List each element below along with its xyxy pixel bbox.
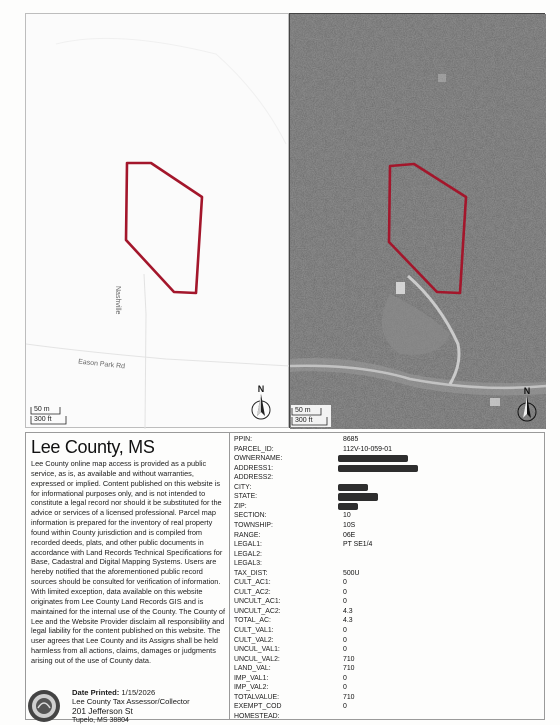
- attribute-value: 500U: [343, 569, 360, 577]
- attribute-value: 8685: [343, 436, 359, 443]
- attribute-row: [234, 473, 534, 482]
- office-city: Tupelo, MS 38804: [72, 717, 129, 724]
- date-printed: [72, 688, 155, 697]
- attribute-row: [234, 464, 534, 473]
- date-printed-label: Date Printed:: [72, 688, 120, 697]
- attribute-row: [234, 454, 534, 463]
- attribute-label: EXEMPT_COD: [234, 703, 282, 711]
- redaction-bar: [338, 493, 378, 501]
- attribute-row: [234, 664, 534, 673]
- scale-bar: [30, 404, 70, 426]
- attribute-row: [234, 607, 534, 616]
- attribute-value: 0: [343, 579, 347, 587]
- road-label-nashville: Nashville: [114, 286, 121, 315]
- attribute-value: 10: [343, 512, 351, 520]
- attribute-value: 4.3: [343, 617, 353, 625]
- attribute-label: UNCULT_AC2:: [234, 607, 281, 615]
- attribute-row: [234, 531, 534, 540]
- attribute-row: [234, 645, 534, 654]
- attribute-label: CULT_AC1:: [234, 579, 271, 587]
- parcel-outline: [126, 163, 202, 293]
- attribute-label: IMP_VAL2:: [234, 684, 269, 692]
- attribute-label: CULT_VAL1:: [234, 627, 274, 634]
- attribute-row: [234, 712, 534, 721]
- attribute-label: CULT_VAL2:: [234, 636, 274, 644]
- scale-feet-label: 300 ft: [34, 416, 52, 423]
- north-arrow: [248, 384, 274, 424]
- info-panel: [25, 432, 230, 724]
- attribute-value: 4.3: [343, 607, 353, 615]
- attribute-label: ADDRESS1:: [234, 464, 274, 472]
- compass-icon: [248, 384, 274, 424]
- attribute-row: [234, 569, 534, 578]
- attribute-value: 710: [343, 693, 355, 701]
- office-name: Lee County Tax Assessor/Collector: [72, 697, 190, 706]
- attribute-value: 0: [343, 674, 347, 682]
- redaction-bar: [338, 484, 368, 491]
- attribute-label: TOWNSHIP:: [234, 521, 273, 529]
- attribute-label: HOMESTEAD:: [234, 712, 280, 720]
- redaction-bar: [338, 455, 408, 462]
- attribute-value: 710: [343, 655, 355, 663]
- attribute-value: 0: [343, 684, 347, 692]
- attribute-label: CULT_AC2:: [234, 588, 271, 596]
- attribute-row: [234, 540, 534, 549]
- attribute-label: STATE:: [234, 493, 258, 501]
- road-label-eason-park: Eason Park Rd: [77, 358, 126, 371]
- attribute-label: LAND_VAL:: [234, 665, 271, 673]
- attribute-label: TAX_DIST:: [234, 569, 268, 577]
- attribute-row: [234, 683, 534, 692]
- aerial-map: [289, 13, 545, 428]
- attribute-label: PPIN:: [234, 436, 252, 443]
- attribute-row: [234, 559, 534, 568]
- attribute-value: 0: [343, 598, 347, 606]
- attribute-value: 0: [343, 627, 347, 634]
- attribute-label: SECTION:: [234, 512, 267, 520]
- attribute-label: ZIP:: [234, 502, 247, 510]
- county-title: Lee County, MS: [31, 437, 155, 457]
- attribute-row: [234, 616, 534, 625]
- attribute-row: [234, 674, 534, 683]
- attribute-row: [234, 636, 534, 645]
- attribute-value: 06E: [343, 531, 356, 539]
- aerial-north-arrow: [514, 386, 540, 426]
- attribute-value: 0: [343, 588, 347, 596]
- attribute-row: [234, 626, 534, 635]
- aerial-scale-feet-label: 300 ft: [295, 417, 313, 424]
- office-street: 201 Jefferson St: [72, 706, 133, 716]
- attribute-label: TOTALVALUE:: [234, 693, 280, 701]
- attribute-label: PARCEL_ID:: [234, 445, 274, 453]
- disclaimer-text: Lee County online map access is provided as a public service, as is, as available and without warranties, expressed or implied. Content published on this website is for informational purposes only, and is not intended to constitute a legal record nor should it be substituted for the advice or services of a licensed professional. Parcel map information is prepared for the inventory of real property found within County jurisdiction and is compiled from recorded deeds, plats, and other public documents in accordance with Land Records Technical Specifications for Base, Cadastral and Digital Mapping Systems. Users are hereby notified that the aforementioned public record sources should be consulted for verification of information. With limited exception, data available on this website originates from Lee County Land Records GIS and is maintained for the internal use of the County. The County of Lee and the Website Provider disclaim all responsibility and legal liability for the content published on this website. The user agrees that Lee County and its Assigns shall be held harmless from all actions, claims, damages or judgments arising out of the use of County data.: [31, 459, 226, 665]
- attribute-row: [234, 702, 534, 711]
- parcel-attributes: [230, 432, 545, 720]
- county-seal-icon: [26, 688, 62, 724]
- attribute-row: [234, 693, 534, 702]
- scale-meters-label: 50 m: [34, 406, 50, 413]
- attribute-label: ADDRESS2:: [234, 474, 274, 482]
- aerial-compass-icon: [514, 386, 540, 426]
- street-map: [25, 13, 289, 428]
- attribute-row: [234, 578, 534, 587]
- attribute-label: TOTAL_AC:: [234, 617, 271, 625]
- attribute-label: LEGAL1:: [234, 541, 262, 549]
- attribute-row: [234, 521, 534, 530]
- attribute-row: [234, 502, 534, 511]
- attribute-value: PT SE1/4: [343, 541, 373, 549]
- attribute-row: [234, 445, 534, 454]
- attribute-value: 10S: [343, 521, 356, 529]
- attribute-value: 710: [343, 665, 355, 673]
- aerial-north-label: N: [523, 386, 531, 396]
- attribute-label: UNCUL_VAL2:: [234, 655, 280, 663]
- attribute-label: OWNERNAME:: [234, 455, 283, 463]
- attribute-value: 0: [343, 636, 347, 644]
- attribute-row: [234, 511, 534, 520]
- north-label: N: [257, 384, 265, 394]
- attribute-label: RANGE:: [234, 531, 261, 539]
- attribute-value: 0: [343, 646, 347, 654]
- date-printed-value: 1/15/2026: [121, 688, 156, 697]
- attribute-label: LEGAL3:: [234, 560, 262, 568]
- attribute-label: IMP_VAL1:: [234, 674, 269, 682]
- attribute-row: [234, 435, 534, 444]
- redaction-bar: [338, 503, 358, 510]
- assessor-footer: [26, 685, 231, 725]
- redaction-bar: [338, 465, 418, 472]
- aerial-scale-bar: [291, 405, 331, 427]
- attribute-row: [234, 550, 534, 559]
- attribute-label: UNCUL_VAL1:: [234, 646, 280, 654]
- attribute-row: [234, 655, 534, 664]
- aerial-map-canvas: [290, 14, 546, 429]
- attribute-row: [234, 588, 534, 597]
- attribute-label: CITY:: [234, 483, 252, 491]
- attribute-row: [234, 597, 534, 606]
- attribute-label: UNCULT_AC1:: [234, 598, 281, 606]
- attribute-value: 112V-10-059-01: [343, 445, 392, 453]
- attribute-label: LEGAL2:: [234, 550, 262, 558]
- attribute-row: [234, 492, 534, 501]
- aerial-scale-meters-label: 50 m: [295, 407, 311, 414]
- street-map-canvas: [26, 14, 290, 429]
- attribute-value: 0: [343, 703, 347, 711]
- attribute-row: [234, 483, 534, 492]
